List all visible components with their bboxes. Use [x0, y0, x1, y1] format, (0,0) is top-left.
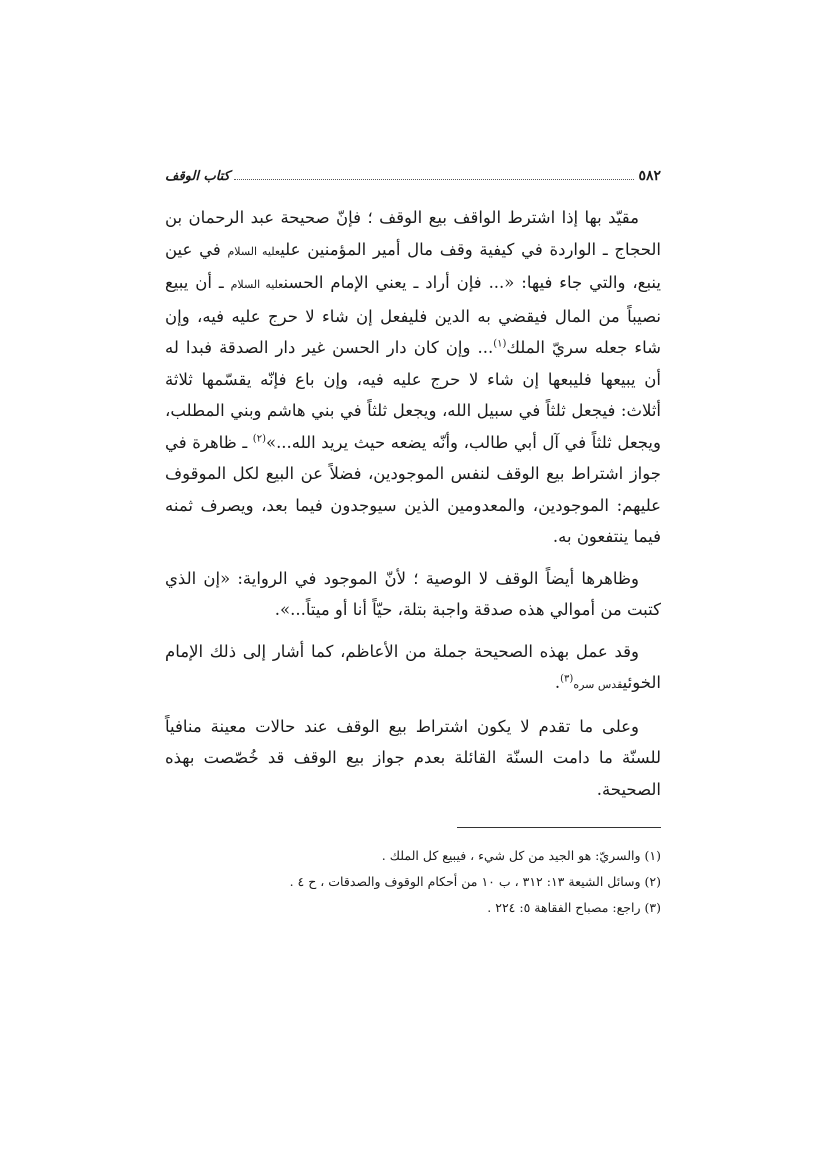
footnote: (٣) راجع: مصباح الفقاهة ٥: ٢٢٤ . — [487, 900, 661, 915]
text-run: ... وإن كان دار الحسن غير دار الصدقة فبدا له أن يبيعها فليبعها إن شاء لا حرج عليه فيه، وإن باع فإنّه يقسّمها ثلاثة أثلاث: فيجعل ثلثاً في سبيل الله، ويجعل ثلثاً في بني هاشم وبني المطلب، ويجعل ثلثاً في آل أبي طالب، وأنّه يضعه حيث يريد الله...» — [165, 338, 661, 452]
text-run: وظاهرها أيضاً الوقف لا الوصية ؛ لأنّ الموجود في الرواية: «إن الذي كتبت من أموالي هذه صدقة واجبة بتلة، حيّاً أنا أو ميتاً...». — [165, 568, 661, 619]
footnote: (١) والسريّ: هو الجيد من كل شيء ، فيبيع كل الملك . — [381, 848, 661, 863]
header-dotted-leader — [234, 169, 635, 180]
text-run: ـ ظاهرة في جواز اشتراط بيع الوقف لنفس الموجودين، فضلاً عن البيع لكل الموقوف عليهم: الموجودين، والمعدومين الذين سيوجدون فيما بعد، ويصرف ثمنه فيما ينتفعون به. — [165, 432, 661, 546]
paragraph — [165, 636, 661, 701]
footnote-marker: (٢) — [252, 433, 266, 444]
main-text — [165, 202, 661, 805]
text-run: وعلى ما تقدم لا يكون اشتراط بيع الوقف عند حالات معينة منافياً للسنّة ما دامت السنّة القائلة بعدم جواز بيع الوقف قد خُصّصت بهذه الصحيحة. — [165, 716, 661, 799]
paragraph — [165, 563, 661, 626]
text-run: في عين ينبع، والتي جاء فيها: «... فإن أراد ـ يعني الإمام الحسن — [165, 239, 662, 292]
page-number: ٥٨٢ — [638, 168, 661, 184]
honorific: قدس سره — [573, 678, 623, 691]
footnote: (٢) وسائل الشيعة ١٣: ٣١٢ ، ب ١٠ من أحكام الوقوف والصدقات ، ح ٤ . — [289, 874, 661, 889]
footnotes — [165, 846, 661, 918]
honorific: عليه السلام — [227, 244, 281, 258]
page-header — [165, 168, 661, 202]
honorific: عليه السلام — [230, 278, 284, 291]
running-title: كتاب الوقف — [165, 169, 230, 184]
footnote-separator — [457, 827, 661, 828]
text-run: مقيّد بها إذا اشترط الواقف بيع الوقف ؛ فإنّ صحيحة عبد الرحمان بن الحجاج ـ الواردة في كيفية وقف مال أمير المؤمنين علي — [165, 208, 662, 259]
text-run: . — [554, 673, 561, 692]
paragraph — [165, 202, 661, 553]
paragraph — [165, 711, 661, 806]
book-page — [165, 168, 661, 924]
footnote-marker: (١) — [493, 338, 507, 350]
text-run: ـ أن يبيع نصيباً من المال فيقضي به الدين فليفعل إن شاء لا حرج عليه فيه، وإن شاء جعله سريّ الملك — [165, 273, 661, 357]
footnote-marker: (٣) — [560, 673, 574, 685]
text-run: وقد عمل بهذه الصحيحة جملة من الأعاظم، كما أشار إلى ذلك الإمام الخوئي — [165, 641, 661, 692]
